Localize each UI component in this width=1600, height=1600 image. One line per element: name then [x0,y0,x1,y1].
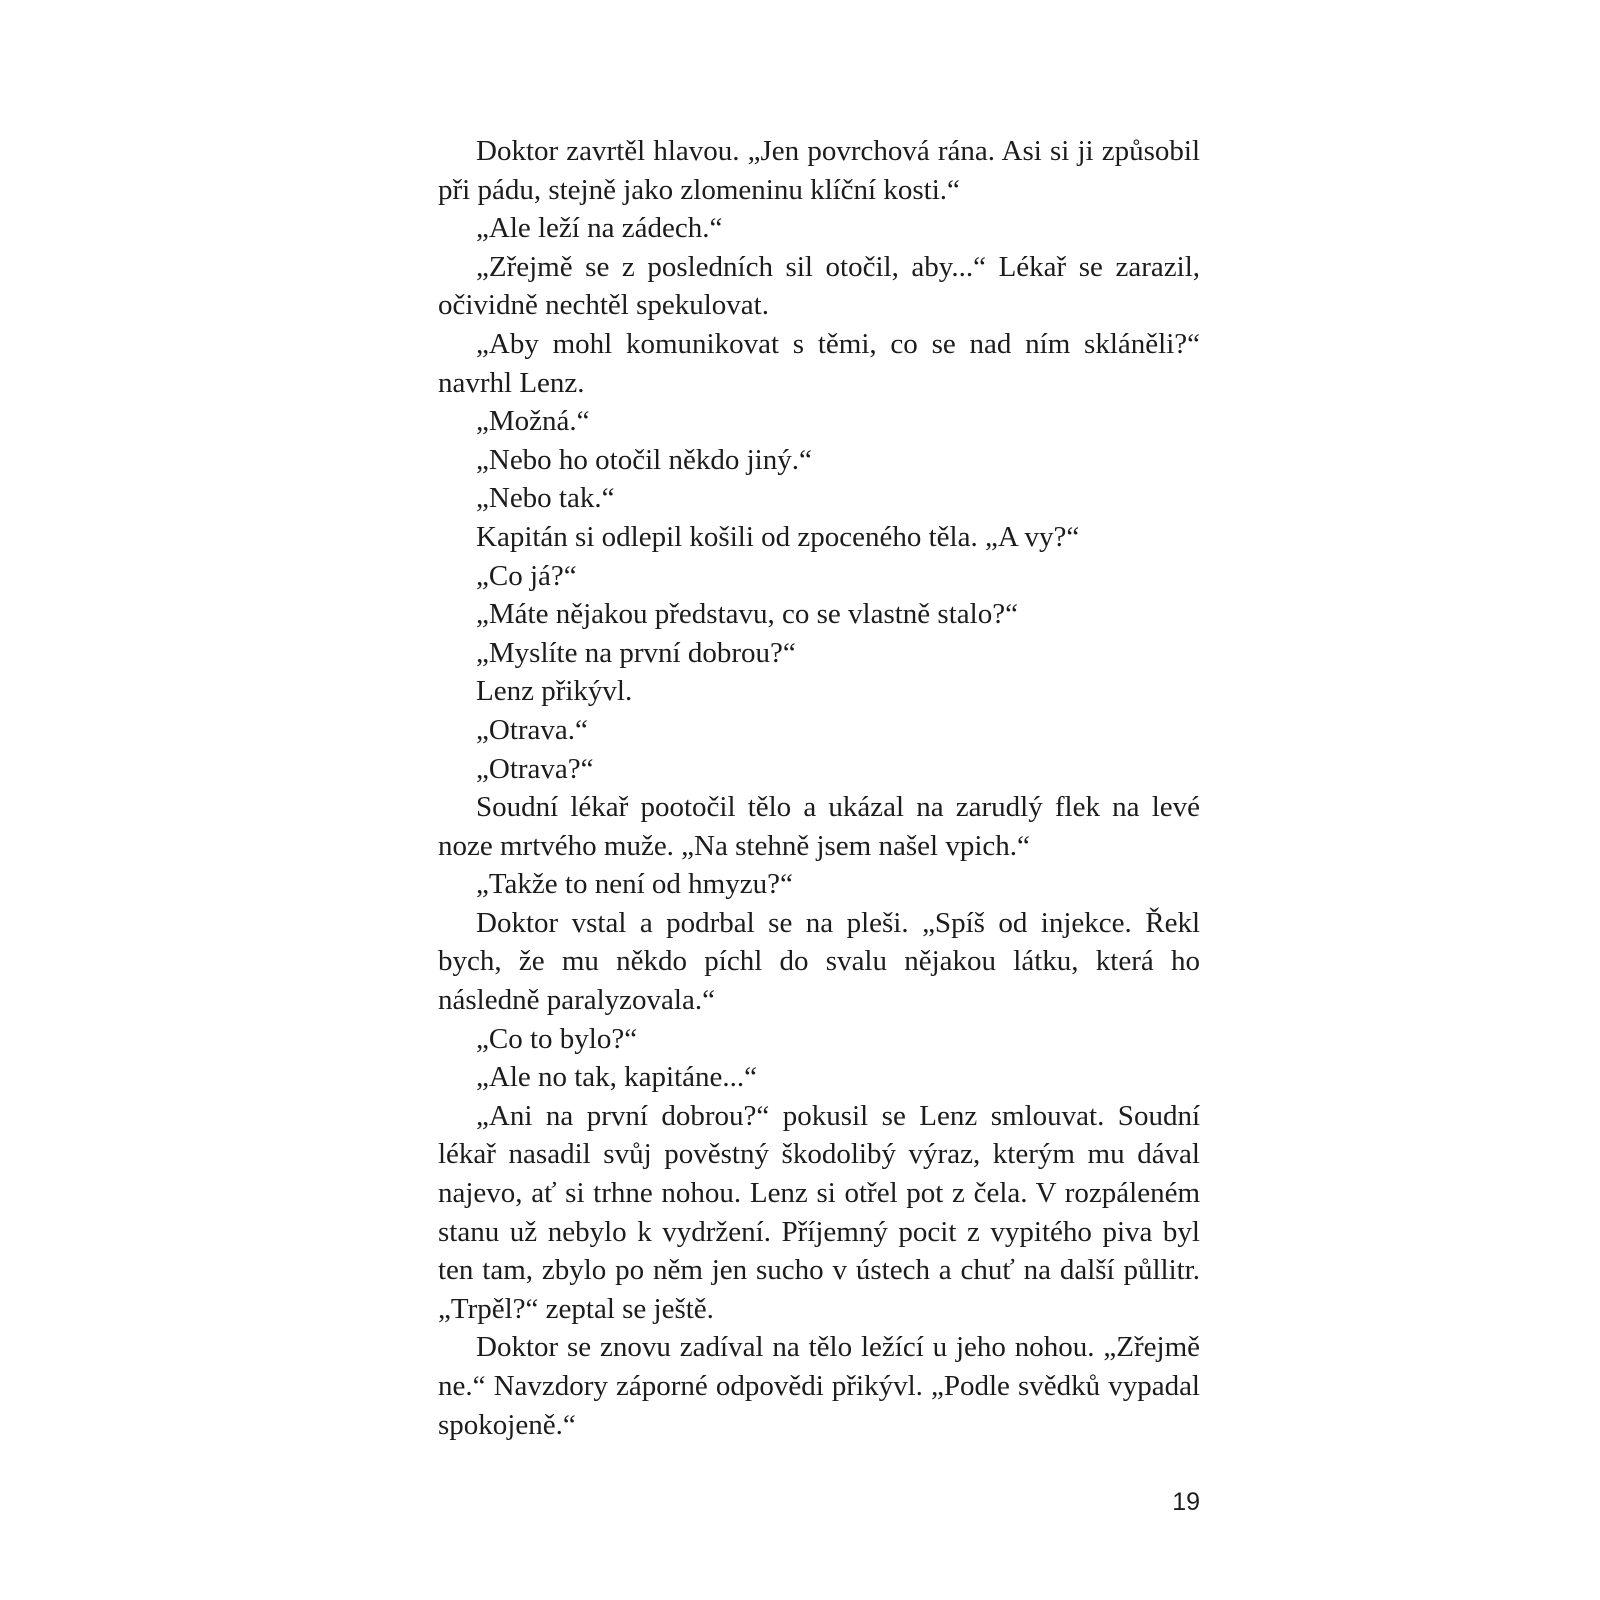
paragraph: „Ani na první dobrou?“ pokusil se Lenz smlouvat. Soudní lékař nasadil svůj pověstný škodolibý výraz, kterým mu dával najevo, ať si trhne nohou. Lenz si otřel pot z čela. V rozpáleném stanu už nebylo k vydržení. Příjemný pocit z vypitého piva byl ten tam, zbylo po něm jen sucho v ústech a chuť na další půllitr. „Trpěl?“ zeptal se ještě. [438,1099,1200,1325]
paragraph: Doktor se znovu zadíval na tělo ležící u jeho nohou. „Zřejmě ne.“ Navzdory záporné odpovědi přikývl. „Podle svědků vypadal spokojeně.“ [438,1331,1200,1441]
paragraph: Kapitán si odlepil košili od zpoceného těla. „A vy?“ [476,520,1080,553]
body-text [438,132,1200,1444]
paragraph: „Otrava?“ [476,752,594,785]
paragraph: Doktor zavrtěl hlavou. „Jen povrchová rána. Asi si ji způsobil při pádu, stejně jako zlomeninu klíční kosti.“ [438,135,1200,206]
paragraph: „Možná.“ [476,405,590,438]
paragraph: „Zřejmě se z posledních sil otočil, aby...“ Lékař se zarazil, očividně nechtěl spekulovat. [438,250,1200,322]
paragraph: „Nebo tak.“ [476,482,615,515]
paragraph: „Myslíte na první dobrou?“ [476,636,796,669]
paragraph: „Co to bylo?“ [476,1022,638,1055]
paragraph: Lenz přikývl. [476,675,633,708]
page-number: 19 [1172,1488,1200,1516]
paragraph: „Nebo ho otočil někdo jiný.“ [476,443,812,476]
paragraph: „Ale no tak, kapitáne...“ [476,1061,758,1094]
paragraph: „Otrava.“ [476,713,588,746]
paragraph: „Co já?“ [476,559,577,592]
paragraph: „Aby mohl komunikovat s těmi, co se nad ním skláněli?“ navrhl Lenz. [438,327,1200,399]
paragraph: „Máte nějakou představu, co se vlastně stalo?“ [476,598,1018,631]
paragraph: Soudní lékař pootočil tělo a ukázal na zarudlý flek na levé noze mrtvého muže. „Na stehně jsem našel vpich.“ [438,791,1200,862]
paragraph: Doktor vstal a podrbal se na pleši. „Spíš od injekce. Řekl bych, že mu někdo píchl do svalu nějakou látku, která ho následně paralyzovala.“ [438,906,1200,1017]
paragraph: „Ale leží na zádech.“ [476,212,723,245]
paragraph: „Takže to není od hmyzu?“ [476,868,793,901]
